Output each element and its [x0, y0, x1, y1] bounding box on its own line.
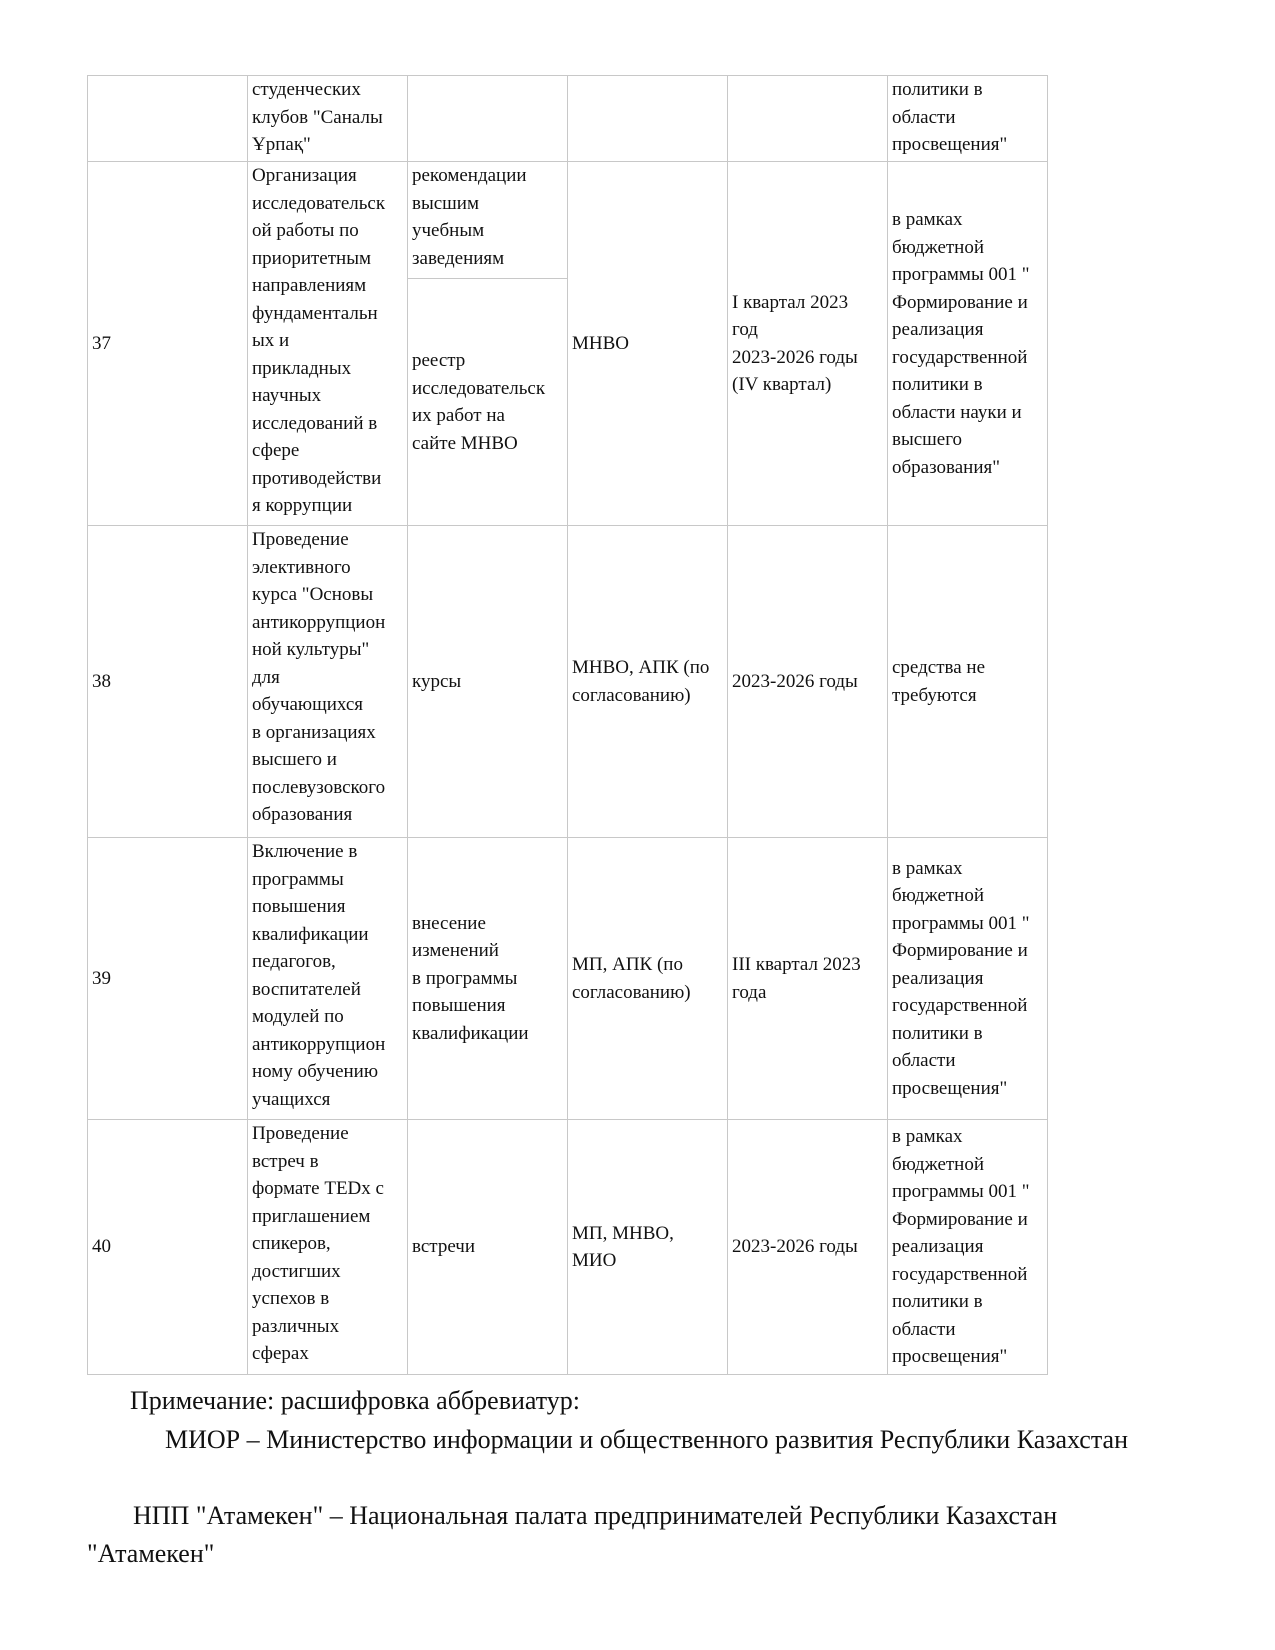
cell-funding: в рамках бюджетной программы 001 " Формирование и реализация государственной политики в области науки и высшего образования": [888, 162, 1048, 526]
cell-activity: Проведение элективного курса "Основы антикоррупцион ной культуры" для обучающихся в организациях высшего и послевузовского образования: [248, 526, 408, 838]
cell-funding: политики в области просвещения": [888, 76, 1048, 162]
cell-responsible: МНВО: [568, 162, 728, 526]
cell-number: [88, 76, 248, 162]
cell-form-part-1: рекомендации высшим учебным заведениям: [408, 162, 568, 279]
note-title: Примечание: расшифровка аббревиатур:: [130, 1386, 580, 1415]
cell-number: 37: [88, 162, 248, 526]
cell-deadline: III квартал 2023 года: [728, 838, 888, 1120]
note-abbreviation-mior: МИОР – Министерство информации и общественного развития Республики Казахстан: [165, 1425, 1128, 1454]
cell-activity: Проведение встреч в формате TEDx с приглашением спикеров, достигших успехов в различных сферах: [248, 1120, 408, 1375]
note-abbreviation-npp: НПП "Атамекен" – Национальная палата предпринимателей Республики Казахстан "Атамекен": [87, 1501, 1058, 1568]
cell-responsible: МП, МНВО, МИО: [568, 1120, 728, 1375]
cell-activity: Включение в программы повышения квалификации педагогов, воспитателей модулей по антикоррупцион ному обучению учащихся: [248, 838, 408, 1120]
cell-form: [408, 76, 568, 162]
cell-funding: средства не требуются: [888, 526, 1048, 838]
cell-activity: студенческих клубов "Саналы Ұрпақ": [248, 76, 408, 162]
cell-form: встречи: [408, 1120, 568, 1375]
table-row-37: [88, 162, 1048, 279]
action-plan-table: [87, 75, 1048, 1375]
cell-responsible: МНВО, АПК (по согласованию): [568, 526, 728, 838]
cell-deadline: I квартал 2023 год 2023-2026 годы (IV квартал): [728, 162, 888, 526]
cell-form-part-2: реестр исследовательск их работ на сайте МНВО: [408, 279, 568, 526]
table-row-40: [88, 1120, 1048, 1375]
cell-number: 39: [88, 838, 248, 1120]
cell-form: внесение изменений в программы повышения квалификации: [408, 838, 568, 1120]
cell-number: 40: [88, 1120, 248, 1375]
cell-funding: в рамках бюджетной программы 001 " Формирование и реализация государственной политики в области просвещения": [888, 838, 1048, 1120]
table-row-38: [88, 526, 1048, 838]
cell-form: курсы: [408, 526, 568, 838]
cell-activity: Организация исследовательск ой работы по приоритетным направлениям фундаментальн ых и прикладных научных исследований в сфере противодействи я коррупции: [248, 162, 408, 526]
cell-deadline: 2023-2026 годы: [728, 1120, 888, 1375]
table-row-39: [88, 838, 1048, 1120]
cell-deadline: [728, 76, 888, 162]
cell-deadline: 2023-2026 годы: [728, 526, 888, 838]
cell-number: 38: [88, 526, 248, 838]
cell-responsible: [568, 76, 728, 162]
cell-responsible: МП, АПК (по согласованию): [568, 838, 728, 1120]
cell-funding: в рамках бюджетной программы 001 " Формирование и реализация государственной политики в области просвещения": [888, 1120, 1048, 1375]
table-row-continuation: [88, 76, 1048, 162]
